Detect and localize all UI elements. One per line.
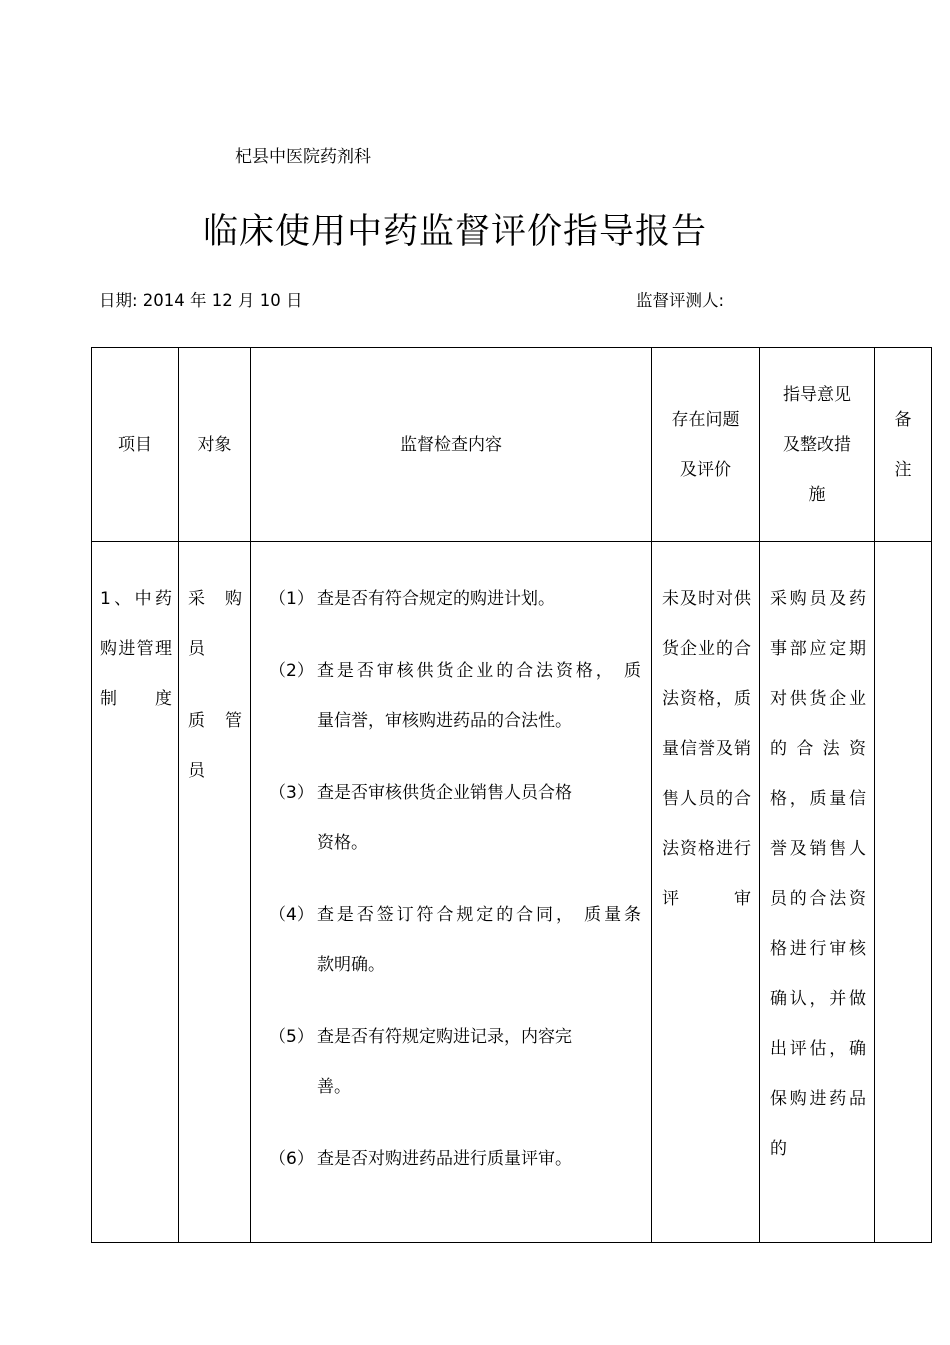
check-item-text <box>317 1012 641 1112</box>
check-item-text-line: 查是否审核供货企业的合法资格， 质 <box>317 661 641 681</box>
report-title: 临床使用中药监督评价指导报告 <box>202 212 707 252</box>
check-item-2 <box>269 646 641 746</box>
check-item-text <box>317 768 641 868</box>
check-item-text-line: 量信誉，审核购进药品的合法性。 <box>317 711 572 731</box>
report-date: 日期: 2014 年 12 月 10 日 <box>99 291 303 310</box>
header-issues-line: 存在问题 <box>671 409 740 430</box>
object-cell <box>179 542 251 1243</box>
check-item-text <box>317 890 641 990</box>
table-header-row <box>92 348 932 542</box>
header-issues <box>652 348 760 542</box>
header-advice-line: 施 <box>808 484 826 505</box>
project-cell: 1、中药购进管理制度 <box>92 542 179 1243</box>
object-qc-a: 质 管 <box>188 711 242 731</box>
check-item-text-line: 查是否签订符合规定的合同， 质量条 <box>317 905 641 925</box>
inspector-label: 监督评测人: <box>636 291 725 310</box>
header-remarks-line: 注 <box>894 459 912 480</box>
check-item-text-line: 查是否审核供货企业销售人员合格 <box>317 783 572 803</box>
check-item-text: 查是否对购进药品进行质量评审。 <box>317 1149 572 1169</box>
check-item-text-line: 查是否有符规定购进记录，内容完 <box>317 1027 572 1047</box>
check-item-6 <box>269 1134 641 1184</box>
object-purchaser-b: 员 <box>188 639 205 659</box>
object-purchaser-a: 采 购 <box>188 589 242 609</box>
content-cell <box>251 542 652 1243</box>
check-item-number: （1） <box>269 589 314 609</box>
header-project: 项目 <box>92 348 179 542</box>
header-advice <box>760 348 875 542</box>
check-item-3 <box>269 768 641 868</box>
report-table <box>91 347 932 1243</box>
header-remarks <box>875 348 932 542</box>
object-qc-b: 员 <box>188 761 205 781</box>
check-item-number: （2） <box>269 661 314 681</box>
check-item-number: （3） <box>269 783 314 803</box>
check-item-1 <box>269 574 641 624</box>
check-item-text-line: 善。 <box>317 1077 351 1097</box>
check-item-4 <box>269 890 641 990</box>
header-issues-line: 及评价 <box>680 459 731 480</box>
check-item-text <box>317 646 641 746</box>
advice-cell: 采购员及药事部应定期对供货企业的合法资格，质量信誉及销售人员的合法资格进行审核确认，并做出评估，确保购进药品的 <box>760 542 875 1243</box>
header-advice-line: 指导意见 <box>783 384 851 405</box>
check-item-text-line: 款明确。 <box>317 955 385 975</box>
header-remarks-line: 备 <box>894 409 912 430</box>
check-item-number: （6） <box>269 1149 314 1169</box>
check-item-5 <box>269 1012 641 1112</box>
header-content: 监督检查内容 <box>251 348 652 542</box>
issues-cell: 未及时对供货企业的合法资格，质量信誉及销售人员的合法资格进行评审 <box>652 542 760 1243</box>
check-item-text: 查是否有符合规定的购进计划。 <box>317 589 555 609</box>
check-item-number: （5） <box>269 1027 314 1047</box>
department-name: 杞县中医院药剂科 <box>235 147 371 167</box>
header-object: 对象 <box>179 348 251 542</box>
header-advice-line: 及整改措 <box>783 434 851 455</box>
table-row <box>92 542 932 1243</box>
check-item-text-line: 资格。 <box>317 833 368 853</box>
remarks-cell <box>875 542 932 1243</box>
check-item-number: （4） <box>269 905 314 925</box>
